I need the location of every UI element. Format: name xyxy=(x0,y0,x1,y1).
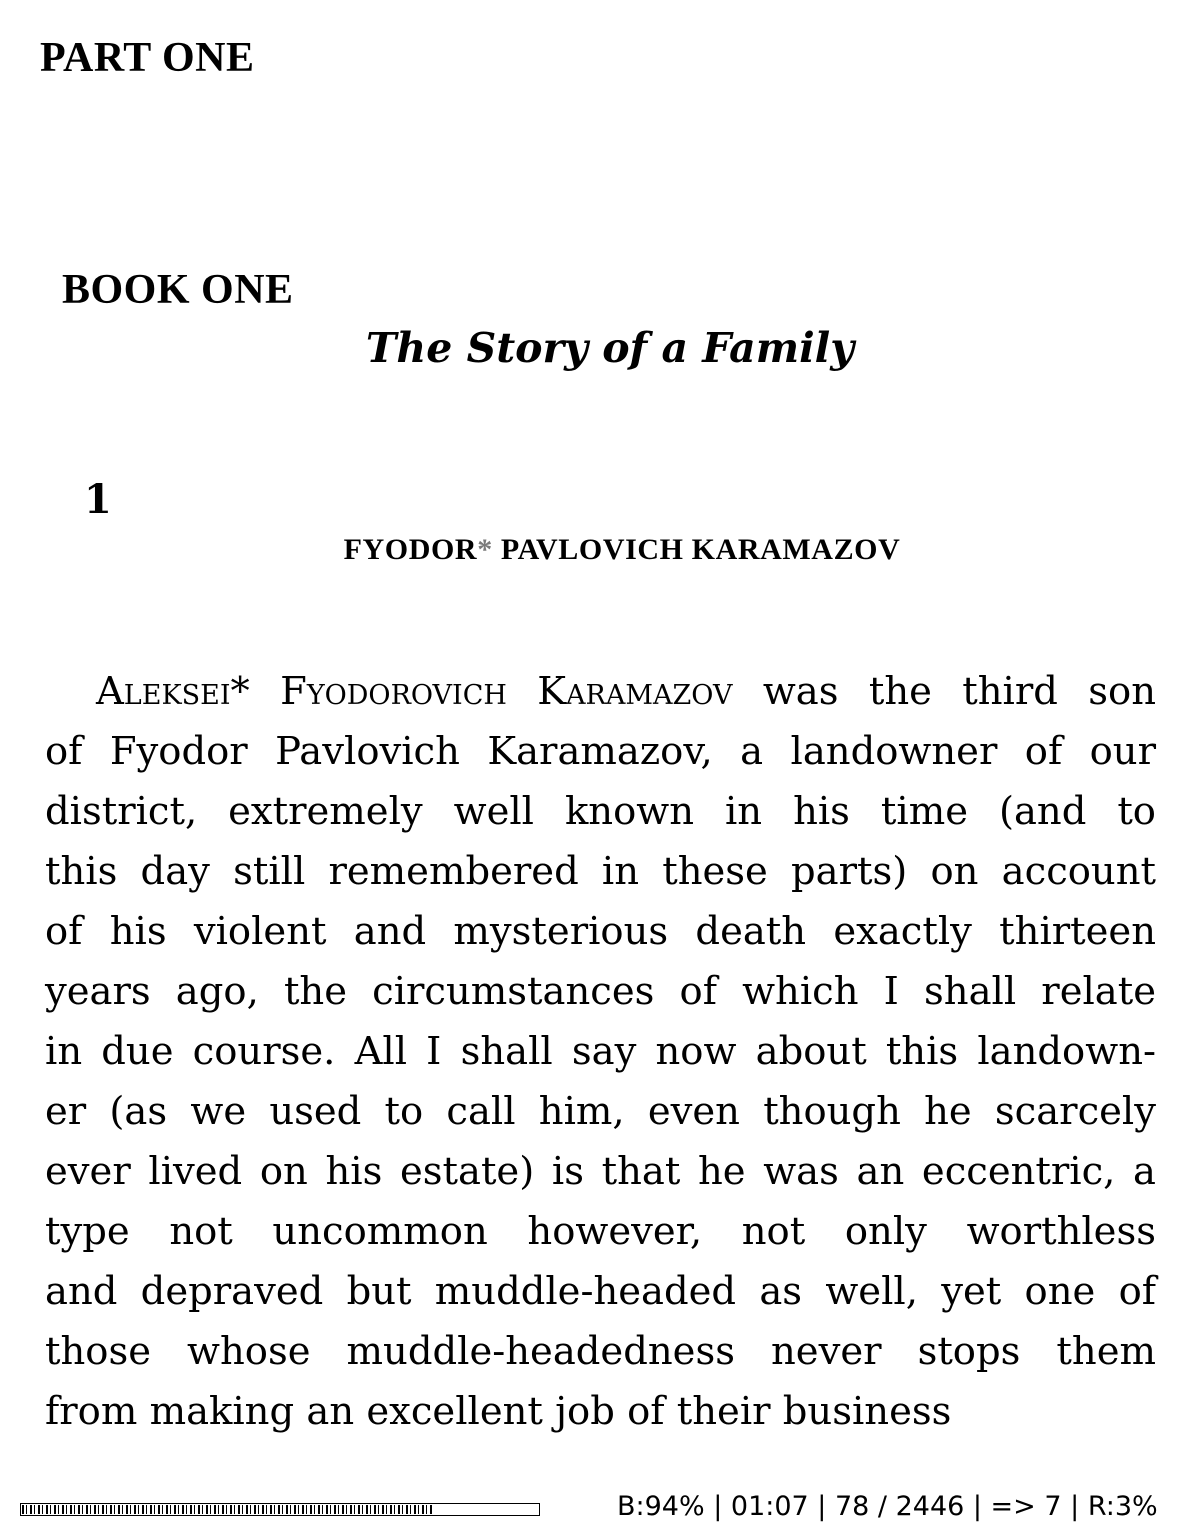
text-line: from making an excellent job of their business xyxy=(45,1389,952,1434)
text-line: type not uncommon however, not only worthless xyxy=(45,1209,1156,1254)
book-subtitle: The Story of a Family xyxy=(365,324,855,372)
text-line xyxy=(45,662,1156,722)
text-line: and depraved but muddle-headed as well, yet one of xyxy=(45,1269,1156,1314)
chapter-number: 1 xyxy=(84,476,112,523)
status-text: B:94% | 01:07 | 78 / 2446 | => 7 | R:3% xyxy=(617,1491,1158,1522)
chapter-title-rest: PAVLOVICH KARAMAZOV xyxy=(492,533,901,566)
text-line: years ago, the circumstances of which I shall relate xyxy=(45,969,1156,1014)
text-line: er (as we used to call him, even though he scarcely xyxy=(45,1089,1156,1134)
book-progress-fill xyxy=(22,1505,434,1514)
book-text xyxy=(45,662,1156,1442)
text-line: this day still remembered in these parts) on account xyxy=(45,849,1156,894)
book-title: BOOK ONE xyxy=(62,267,294,313)
book-progress-bar[interactable] xyxy=(20,1503,540,1516)
footnote-link[interactable]: * xyxy=(477,533,493,566)
lead-name: Aleksei xyxy=(96,669,231,714)
text-line: of his violent and mysterious death exactly thirteen xyxy=(45,909,1156,954)
chapter-title-first: FYODOR xyxy=(343,533,478,566)
text-line: ever lived on his estate) is that he was an eccentric, a xyxy=(45,1149,1156,1194)
text-line: those whose muddle-headedness never stops them xyxy=(45,1329,1156,1374)
footnote-link[interactable]: * xyxy=(230,669,250,714)
text-line: in due course. All I shall say now about this landown- xyxy=(45,1029,1156,1074)
lead-name: Fyodorovich Karamazov xyxy=(249,669,733,714)
text-line: district, extremely well known in his time (and to xyxy=(45,789,1156,834)
part-title: PART ONE xyxy=(40,35,255,81)
text-line: of Fyodor Pavlovich Karamazov, a landowner of our xyxy=(45,729,1156,774)
chapter-title xyxy=(0,533,1200,567)
status-bar xyxy=(0,1488,1200,1525)
lead-rest: was the third son xyxy=(732,669,1156,714)
